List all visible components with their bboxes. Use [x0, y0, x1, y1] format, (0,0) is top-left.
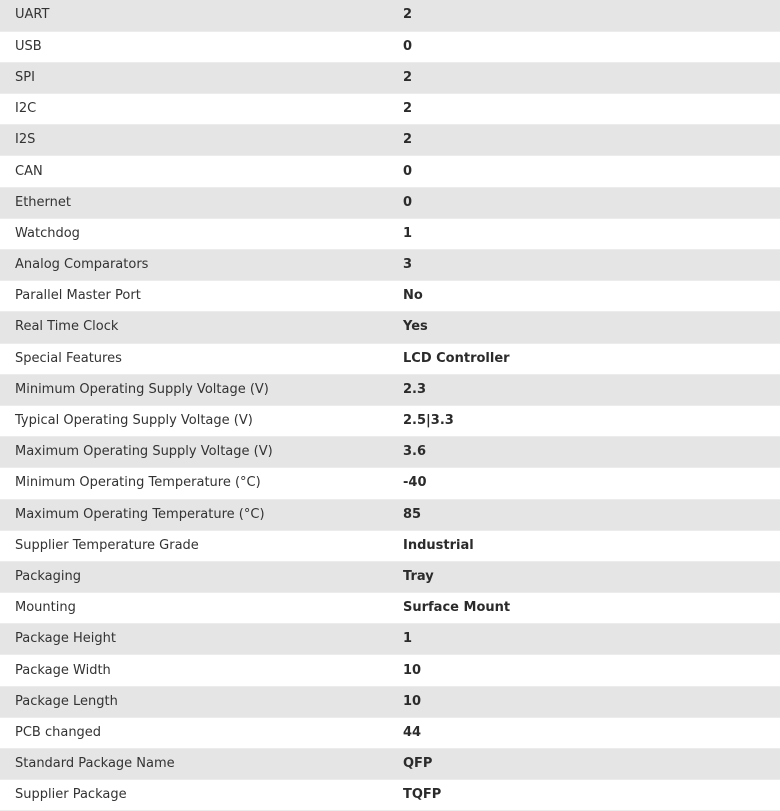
spec-row-uart	[0, 0, 780, 31]
spec-row-watchdog	[0, 218, 780, 249]
spec-row-usb	[0, 31, 780, 62]
spec-row-min-temperature	[0, 468, 780, 499]
spec-value: 2.3	[388, 374, 780, 405]
spec-label: Package Length	[0, 686, 388, 717]
spec-value: 2.5|3.3	[388, 405, 780, 436]
spec-label: Packaging	[0, 561, 388, 592]
spec-value: 3	[388, 250, 780, 281]
spec-label: Typical Operating Supply Voltage (V)	[0, 405, 388, 436]
spec-value: 0	[388, 31, 780, 62]
spec-label: Ethernet	[0, 187, 388, 218]
spec-row-analog-comparators	[0, 250, 780, 281]
spec-value: 2	[388, 0, 780, 31]
spec-value: 1	[388, 624, 780, 655]
spec-row-packaging	[0, 561, 780, 592]
spec-row-min-supply-voltage	[0, 374, 780, 405]
spec-row-package-length	[0, 686, 780, 717]
spec-value: 2	[388, 62, 780, 93]
spec-value: Yes	[388, 312, 780, 343]
spec-row-special-features	[0, 343, 780, 374]
spec-row-spi	[0, 62, 780, 93]
spec-row-typ-supply-voltage	[0, 405, 780, 436]
spec-value: No	[388, 281, 780, 312]
spec-row-can	[0, 156, 780, 187]
spec-label: CAN	[0, 156, 388, 187]
spec-value: Tray	[388, 561, 780, 592]
spec-row-parallel-master-port	[0, 281, 780, 312]
spec-label: Maximum Operating Supply Voltage (V)	[0, 437, 388, 468]
spec-row-i2c	[0, 94, 780, 125]
spec-row-real-time-clock	[0, 312, 780, 343]
spec-label: Watchdog	[0, 218, 388, 249]
spec-value: 3.6	[388, 437, 780, 468]
spec-row-supplier-package	[0, 780, 780, 811]
spec-label: Package Width	[0, 655, 388, 686]
spec-row-i2s	[0, 125, 780, 156]
spec-label: Real Time Clock	[0, 312, 388, 343]
spec-label: Package Height	[0, 624, 388, 655]
spec-label: Supplier Package	[0, 780, 388, 811]
spec-value: LCD Controller	[388, 343, 780, 374]
spec-label: Mounting	[0, 593, 388, 624]
spec-value: 44	[388, 717, 780, 748]
spec-value: TQFP	[388, 780, 780, 811]
spec-label: Supplier Temperature Grade	[0, 530, 388, 561]
spec-label: I2S	[0, 125, 388, 156]
spec-value: 0	[388, 156, 780, 187]
spec-row-standard-package-name	[0, 749, 780, 780]
spec-value: Surface Mount	[388, 593, 780, 624]
spec-label: Parallel Master Port	[0, 281, 388, 312]
spec-value: 2	[388, 125, 780, 156]
spec-row-max-temperature	[0, 499, 780, 530]
spec-value: 85	[388, 499, 780, 530]
spec-label: PCB changed	[0, 717, 388, 748]
spec-row-ethernet	[0, 187, 780, 218]
spec-row-package-width	[0, 655, 780, 686]
spec-value: 1	[388, 218, 780, 249]
spec-value: 0	[388, 187, 780, 218]
spec-value: QFP	[388, 749, 780, 780]
spec-value: Industrial	[388, 530, 780, 561]
spec-label: Maximum Operating Temperature (°C)	[0, 499, 388, 530]
spec-row-package-height	[0, 624, 780, 655]
spec-label: Analog Comparators	[0, 250, 388, 281]
spec-label: UART	[0, 0, 388, 31]
spec-row-pcb-changed	[0, 717, 780, 748]
spec-value: 10	[388, 655, 780, 686]
spec-label: Standard Package Name	[0, 749, 388, 780]
spec-row-mounting	[0, 593, 780, 624]
spec-value: 10	[388, 686, 780, 717]
spec-row-temperature-grade	[0, 530, 780, 561]
spec-label: Minimum Operating Temperature (°C)	[0, 468, 388, 499]
spec-label: SPI	[0, 62, 388, 93]
spec-label: USB	[0, 31, 388, 62]
spec-label: Special Features	[0, 343, 388, 374]
spec-row-max-supply-voltage	[0, 437, 780, 468]
spec-value: 2	[388, 94, 780, 125]
spec-value: -40	[388, 468, 780, 499]
spec-label: Minimum Operating Supply Voltage (V)	[0, 374, 388, 405]
spec-label: I2C	[0, 94, 388, 125]
